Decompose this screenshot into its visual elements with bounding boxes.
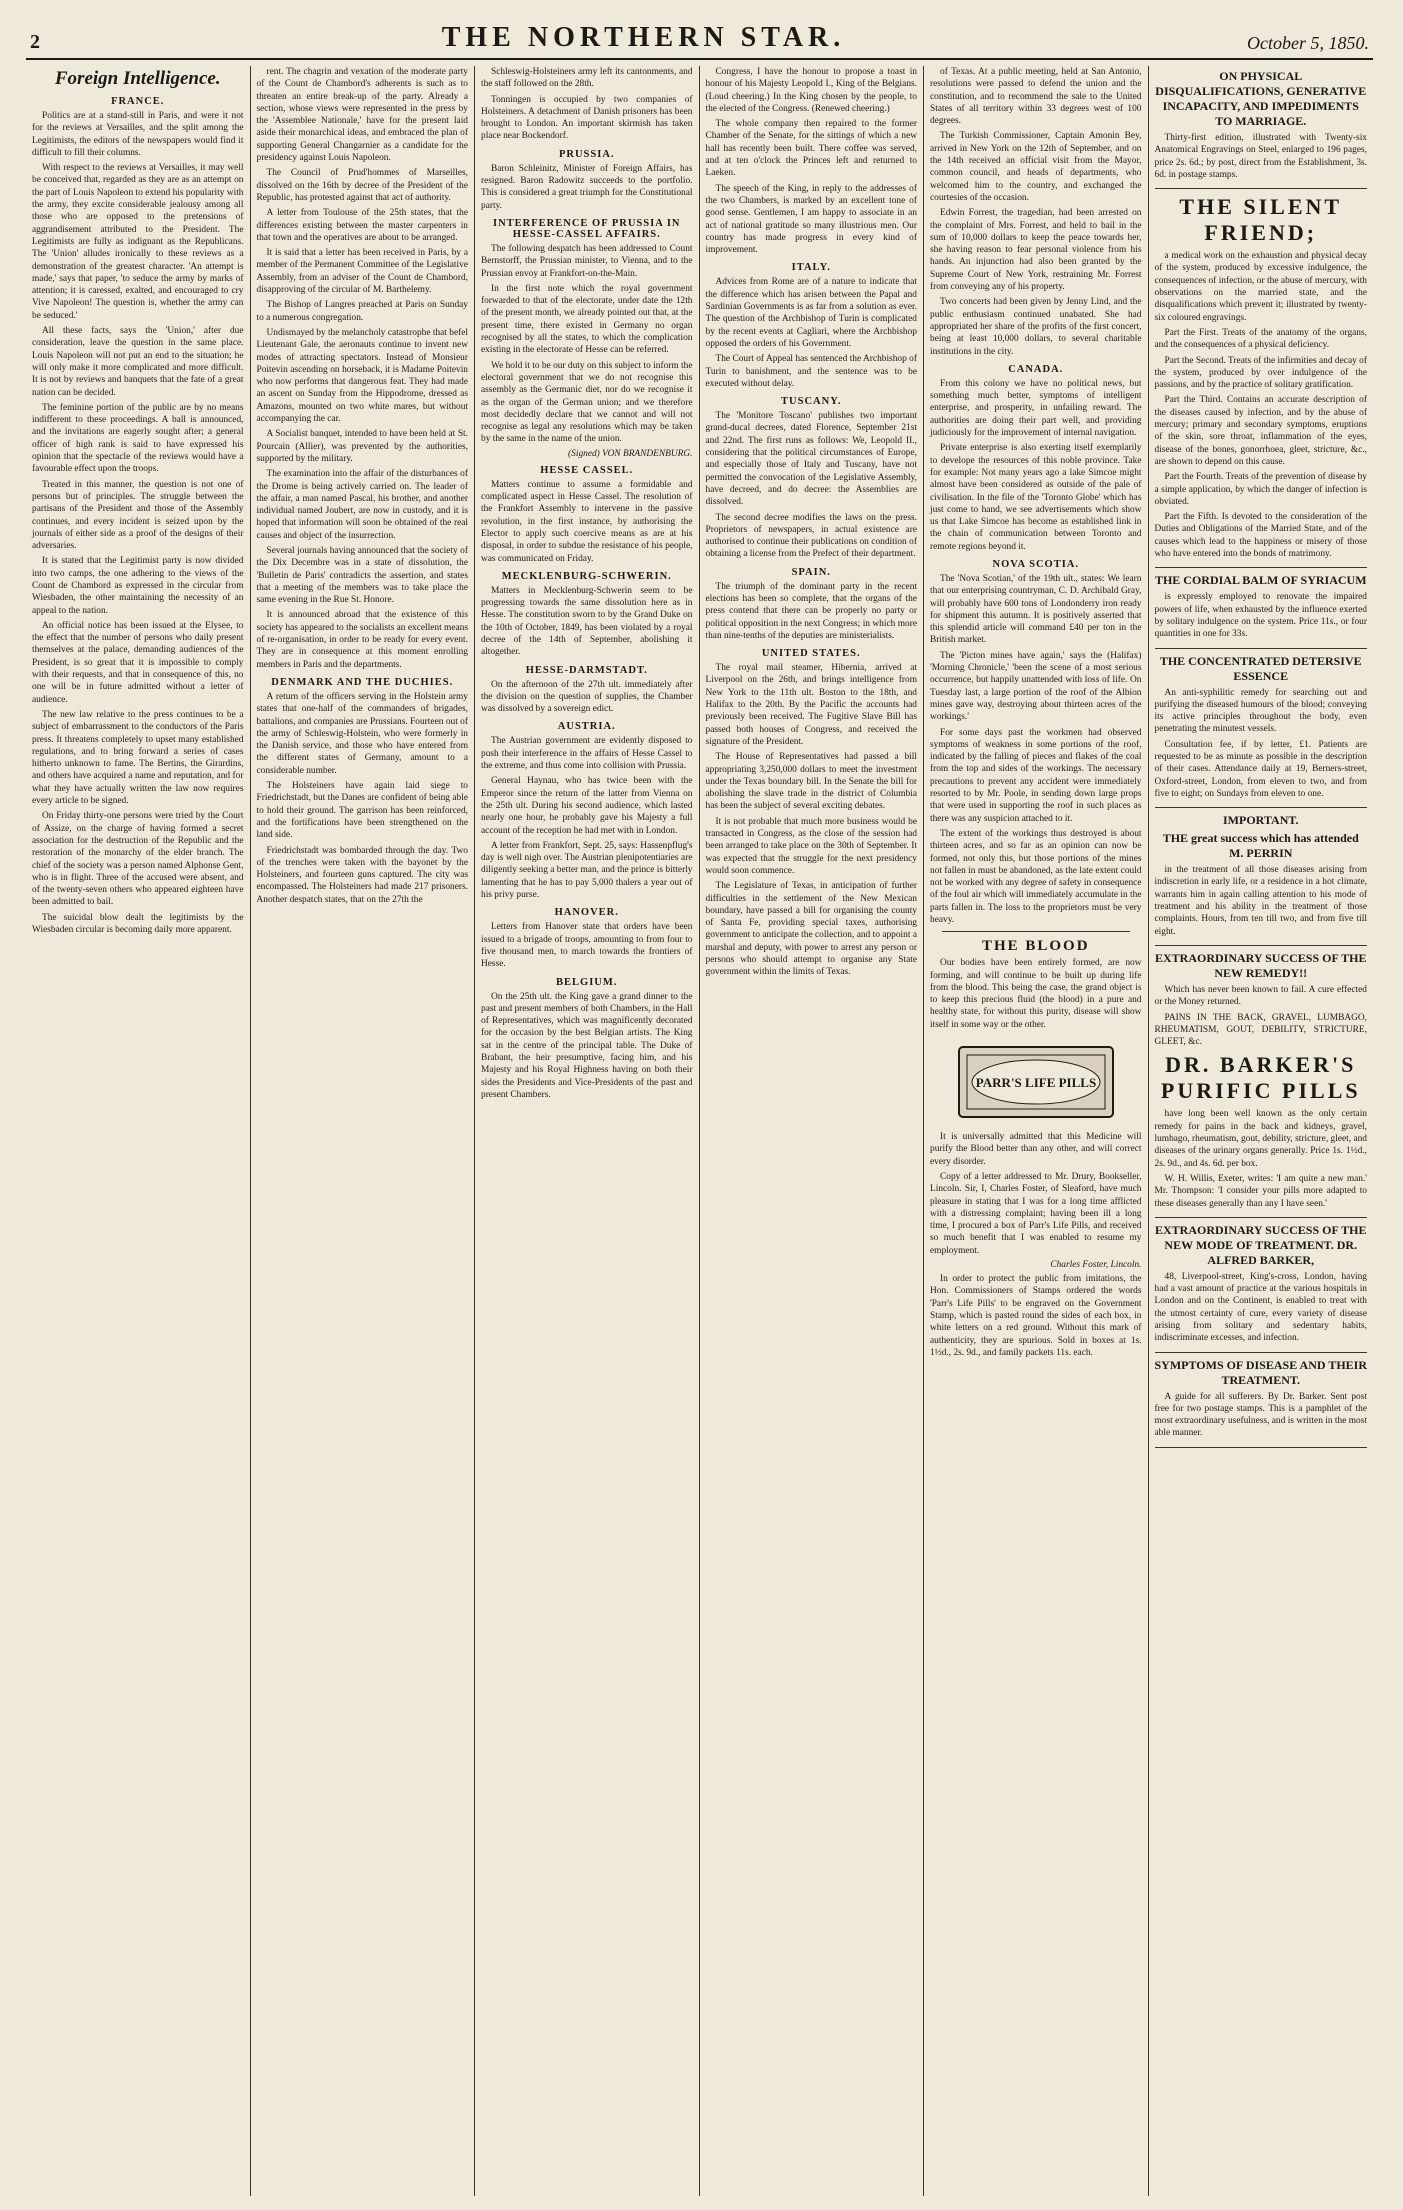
testimonial-signature: Charles Foster, Lincoln. <box>1050 1260 1142 1271</box>
article-paragraph: Several journals having announced that the society of the Dix Decembre was in a state of dissolution, the 'Bulletin de Paris' contradicts the assertion, and states that a meeting of the members was to take place the same evening in the Rue St. Honore. <box>256 545 468 606</box>
ad-paragraph: In order to protect the public from imitations, the Hon. Commissioners of Stamps ordered the words 'Parr's Life Pills' to be engraved on the Government Stamp, which is pasted round the sides of each box, in white letters on a red ground. Without this mark of authenticity, they are spurious. Sold in boxes at 1s. 1½d., 2s. 9d., and family packets 11s. each. <box>930 1274 1142 1358</box>
column-2 <box>251 66 476 2196</box>
article-paragraph: The 'Nova Scotian,' of the 19th ult., states: We learn that our enterprising countryman, C. D. Archibald Gray, will probably have 600 tons of Londonderry iron ready for shipment this autumn. It is positively asserted that this splendid article will command £40 per ton in the British market. <box>930 573 1142 646</box>
ad-heading-blood: THE BLOOD <box>981 938 1090 955</box>
ad-title: THE CORDIAL BALM OF SYRIACUM <box>1154 573 1367 588</box>
article-paragraph: The speech of the King, in reply to the addresses of the two Chambers, is marked by an excellent tone of good sense. Gentlemen, I am happy to associate in an act of national gratitude so many illustrious men. Our country has made progress in every kind of improvement. <box>705 183 917 256</box>
article-paragraph: Private enterprise is also exerting itself exemplarily to develope the resources of this noble province. Take for example: Not many years ago a lake Simcoe might almost have been considered as outside of the pale of civilisation. In the file of the 'Toronto Globe' which has just come to hand, we see advertisements which show us that Lake Simcoe has become as established link in the chain of communication between Toronto and remote regions beyond it. <box>930 443 1142 552</box>
heading-denmark: DENMARK AND THE DUCHIES. <box>271 676 454 688</box>
article-paragraph: The Turkish Commissioner, Captain Amonin Bey, arrived in New York on the 12th of September, and on the 14th received an official visit from the Mayor, common council, and heads of departments, who welcomed him to the country, and exchanged the courtesies of the occasion. <box>930 131 1142 203</box>
ad-paragraph: Consultation fee, if by letter, £1. Patients are requested to be as minute as possible in the description of their cases. Attendance daily at 19, Berners-street, Oxford-street, London, from eleven to two, and from five to eight; on Sundays from eleven to one. <box>1154 739 1367 799</box>
article-paragraph: A letter from Toulouse of the 25th states, that the differences existing between the master carpenters in that town and the operatives are about to be arranged. <box>256 208 468 243</box>
article-paragraph: A Socialist banquet, intended to have been held at St. Pourcain (Allier), was prevented by the authorities, supported by the military. <box>256 429 468 464</box>
article-paragraph: On Friday thirty-one persons were tried by the Court of Assize, on the charge of having formed a secret association for the destruction of the Republic and the restoration of the monarchy of the elder branch. The chief of the society was a person named Alphonse Gent, who is in flight. Three of the accused were absent, and of the twenty-seven others who appeared eighteen have been admitted to bail. <box>32 811 244 908</box>
article-paragraph: The Austrian government are evidently disposed to push their interference in the affairs of Hesse Cassel to the extreme, and thus come into collision with Prussia. <box>481 736 693 772</box>
ad-paragraph: Our bodies have been entirely formed, are now forming, and will continue to be built up during life from the blood. This being the case, the grand object is to keep this precious fluid (the blood) in a pure and healthy state, for without this purity, disease will show itself in some way or the other. <box>930 958 1142 1030</box>
ad-paragraph: have long been well known as the only certain remedy for pains in the back and kidneys, gravel, lumbago, rheumatism, gout, debility, stricture, gleet, and diseases of the urinary organs generally. Price 1s. 1½d., 2s. 9d., and 4s. 6d. per box. <box>1154 1109 1367 1169</box>
article-paragraph: The whole company then repaired to the former Chamber of the Senate, for the sittings of which a new hall has recently been built. There coffee was served, and at ten o'clock the Princes left and returned to Laeken. <box>705 119 917 179</box>
article-paragraph: The second decree modifies the laws on the press. Proprietors of newspapers, in actual existence are authorised to continue their publications on condition of obtaining a license from the Prefect of their department. <box>705 512 917 560</box>
article-paragraph: A letter from Frankfort, Sept. 25, says: Hassenpflug's day is well nigh over. The Austrian plenipotentiaries are diligently seeking a better man, and the prince is bitterly lamenting that he has to pay 5,000 thalers a year out of his privy purse. <box>481 840 693 901</box>
column-3 <box>475 66 700 2196</box>
ad-alfred-barker <box>1155 1223 1368 1353</box>
article-paragraph: It is stated that the Legitimist party is now divided into two camps, the one adhering to the views of the Count de Chambord as expressed in the circular from Wiesbaden, the other maintaining the necessity of an appeal to the nation. <box>32 556 244 616</box>
heading-austria: AUSTRIA. <box>557 721 616 733</box>
article-paragraph: For some days past the workmen had observed symptoms of weakness in some portions of the roof, indicated by the falling of pieces and flakes of the coal from the top and sides of the workings. The necessary precautions to prevent any accident were immediately resorted to by Mr. Poole, in sending down large props that were used in supporting the roof in such places as there was any suspicion attached to it. <box>930 727 1142 824</box>
ad-new-remedy <box>1155 951 1368 1218</box>
article-paragraph: With respect to the reviews at Versailles, it may well be conceived that, regarded as they are as an attempt on the part of Louis Napoleon to extend his popularity with the army, they excite considerable jealousy among all those who are opposed to the pretensions of aggrandisement attributed to the President. The Legitimists are fully as indignant as the Republicans. The 'Union' alludes ironically to these reviews as a demonstration of the greatest character. 'An attempt is made,' says that paper, 'to seduce the army by marks of attention; it is caressed, exalted, and encouraged to cry Vive Napoleon! The question is, whether the army can be seduced.' <box>32 163 244 321</box>
ad-paragraph: Part the Second. Treats of the infirmities and decay of the system, produced by over indulgence of the passions, and by the practice of solitary gratification. <box>1154 355 1367 391</box>
article-paragraph: General Haynau, who has twice been with the Emperor since the return of the latter from Vienna on the 25th ult. During his second audience, which lasted nearly one hour, he probably gave his Majesty a full account of the reception he had met with in London. <box>481 776 693 836</box>
divider <box>942 931 1130 932</box>
article-paragraph: The following despatch has been addressed to Count Bernstorff, the Prussian minister, to Vienna, and to the Prussian envoy at Frankfort-on-the-Main. <box>481 243 693 279</box>
article-paragraph: The new law relative to the press continues to be a subject of embarrassment to the conductors of the Paris press. It threatens completely to upset many established regulations, and to bring forward a series of cases hitherto unknown to fame. The Bertins, the Girardins, and others have acquired a name and reputation, and for what they have actually written the law now requires every article to be signed. <box>32 709 244 807</box>
article-paragraph: It is not probable that much more business would be transacted in Congress, as the close of the session had been arranged to take place on the 30th of September. It was expected that the struggle for the next presidency would soon commence. <box>705 816 917 876</box>
ad-perrin <box>1155 813 1368 946</box>
heading-prussia: PRUSSIA. <box>558 148 615 160</box>
article-paragraph: The 'Picton mines have again,' says the (Halifax) 'Morning Chronicle,' 'been the scene of a most serious occurrence, but happily unattended with loss of life. On Tuesday last, a large portion of the roof of the Albion mines gave way, destroying about thirteen acres of the workings.' <box>930 650 1142 723</box>
heading-united-states: UNITED STATES. <box>761 648 861 660</box>
page-header <box>26 20 1373 60</box>
ad-paragraph: Copy of a letter addressed to Mr. Drury, Bookseller, Lincoln. Sir, I, Charles Foster, of Sleaford, have much pleasure in stating that I was for a long time afflicted with a distressing complaint; having been ill a long time, I procured a box of Parr's Life Pills, and received so much benefit that I was enabled to resume my employment. <box>930 1171 1142 1256</box>
heading-canada: CANADA. <box>1008 363 1064 375</box>
article-paragraph: Friedrichstadt was bombarded through the day. Two of the trenches were taken with the bayonet by the Holsteiners, and fourteen guns captured. The city was encompassed. The Holsteiners had made 217 prisoners. Another despatch states, that on the 27th the <box>256 845 468 905</box>
article-paragraph: Matters continue to assume a formidable and complicated aspect in Hesse Cassel. The resolution of the Frankfort Assembly to intervene in the passive revolution, in the first instance, by authorising the Elector to apply such coercive means as are at his disposal, in order to subdue the resistance of his people, was communicated on Friday. <box>481 479 693 564</box>
ad-title-purific-pills: DR. BARKER'S PURIFIC PILLS <box>1160 1052 1361 1104</box>
column-1 <box>26 66 251 2196</box>
ad-title: THE CONCENTRATED DETERSIVE ESSENCE <box>1159 653 1362 683</box>
ad-paragraph: PAINS IN THE BACK, GRAVEL, LUMBAGO, RHEUMATISM, GOUT, DEBILITY, STRICTURE, GLEET, &c. <box>1154 1012 1367 1048</box>
columns <box>26 66 1373 2196</box>
article-paragraph: The Council of Prud'hommes of Marseilles, dissolved on the 16th by decree of the President of the Republic, has protested against that act of authority. <box>256 168 468 203</box>
ad-detersive-essence <box>1155 654 1368 809</box>
article-paragraph: A return of the officers serving in the Holstein army states that one-half of the commanders of brigades, battalions, and companies are Prussians. Fourteen out of the army of Schleswig-Holstein, who were formerly in the Danish service, and those who have entered from the different states of Germany, amount to a considerable number. <box>256 691 468 776</box>
heading-interference: INTERFERENCE OF PRUSSIA IN HESSE-CASSEL AFFAIRS. <box>492 217 681 240</box>
ad-title: ON PHYSICAL DISQUALIFICATIONS, GENERATIVE INCAPACITY, AND IMPEDIMENTS TO MARRIAGE. <box>1155 69 1367 128</box>
article-paragraph: It is said that a letter has been received in Paris, by a member of the Permanent Committee of the Legislative Assembly, from an adviser of the Count de Chambord, disapproving of the circular of M. Barthelemy. <box>256 248 468 296</box>
article-paragraph: Undismayed by the melancholy catastrophe that befel Lieutenant Gale, the aeronauts continue to invent new modes of attracting spectators. Instead of Monsieur Poitevin ascending on horseback, it is Madame Poitevin who now performs that dangerous feat. They had made an ascent on Sunday from the Hippodrome, dressed as Amazons, mounted on two white mares, but without accompanying the car. <box>256 327 468 425</box>
article-paragraph: Treated in this manner, the question is not one of persons but of principles. The struggle between the partisans of the President and those of the Assembly continues, and every incident is seized upon by the journals of either side as a proof of the designs of their adversaries. <box>32 479 244 552</box>
article-paragraph: It is announced abroad that the existence of this society has appeared to the socialists an excellent means of re-organisation, in order to be ready for every event. They are in consequence at this moment enrolling members in Paris and the departments. <box>256 610 468 670</box>
article-paragraph: The royal mail steamer, Hibernia, arrived at Liverpool on the 26th, and brings intelligence from New York to the 11th ult. Boston to the 18th, and Halifax to the 20th. By the Pacific the accounts had previously been received. The Fugitive Slave Bill has passed both houses of Congress, and received the signature of the President. <box>705 663 917 747</box>
article-paragraph: The feminine portion of the public are by no means indifferent to these proceedings. A ball is announced, and the invitations are eagerly sought after; a general officer of high rank is said to have expressed his opinion that the spectacle of the reviews would have a favourable effect upon the troops. <box>32 402 244 475</box>
article-paragraph: The House of Representatives had passed a bill appropriating 3,250,000 dollars to meet the investment under the Texas boundary bill. In the Senate the bill for abolishing the slave trade in the district of Columbia has been the subject of several exciting debates. <box>705 752 917 812</box>
ad-paragraph: a medical work on the exhaustion and physical decay of the system, produced by excessive indulgence, the consequences of infection, or the abuse of mercury, with observations on the married state, and the disqualifications which prevent it; illustrated by twenty-six coloured engravings. <box>1154 251 1367 323</box>
article-paragraph: Letters from Hanover state that orders have been issued to a brigade of troops, amounting to from four to five thousand men, to march towards the frontiers of Hesse. <box>481 922 693 970</box>
article-paragraph: The examination into the affair of the disturbances of the Drome is being actively carried on. The leader of the affair, a man named Pascal, his brother, and another individual named Joubert, are now in custody, and it is hoped that information will soon be obtained of the real causes and object of the insurrection. <box>256 469 468 541</box>
article-paragraph: The Holsteiners have again laid siege to Friedrichstadt, but the Danes are confident of being able to hold their ground. The garrison has been reinforced, and the fortifications have been strengthened on the land side. <box>256 781 468 841</box>
article-paragraph: Congress, I have the honour to propose a toast in honour of his Majesty Leopold I., King of the Belgians. (Loud cheering.) In the King chosen by the people, to the elected of the Congress. (Renewed cheering.) <box>705 67 917 114</box>
article-paragraph: From this colony we have no political news, but something much better, symptoms of intelligent enterprise, and prosperity, in unfailing reward. The authorities are doing their part well, and providing judiciously for the improvement of internal navigation. <box>930 378 1142 439</box>
ad-subtitle: Which has never been known to fail. A cure effected or the Money returned. <box>1154 984 1367 1008</box>
ad-title: EXTRAORDINARY SUCCESS OF THE NEW MODE OF TREATMENT. DR. ALFRED BARKER, <box>1154 1222 1367 1267</box>
heading-italy: ITALY. <box>791 262 831 274</box>
ad-label-important: IMPORTANT. <box>1223 813 1299 828</box>
page-number: 2 <box>30 31 40 53</box>
ad-paragraph: Thirty-first edition, illustrated with Twenty-six Anatomical Engravings on Steel, enlarged to 196 pages, price 2s. 6d.; by post, direct from the Establishment, 3s. 6d. in postage stamps. <box>1154 133 1367 180</box>
ad-title: THE great success which has attended M. PERRIN <box>1162 831 1359 861</box>
article-paragraph: The triumph of the dominant party in the recent elections has been so complete, that the organs of the press contend that there can be properly no party or political opposition in the next Congress; in which more than nine-tenths of the deputies are ministerialists. <box>705 581 917 641</box>
article-paragraph: Schleswig-Holsteiners army left its cantonments, and the staff followed on the 28th. <box>481 67 693 90</box>
ad-title: SYMPTOMS OF DISEASE AND THEIR TREATMENT. <box>1154 1357 1367 1387</box>
heading-spain: SPAIN. <box>791 566 831 578</box>
article-paragraph: Edwin Forrest, the tragedian, had been arrested on the complaint of Mrs. Forrest, and held to bail in the sum of 10,000 dollars to keep the peace towards her, she having reason to fear personal violence from his hands. An injunction had also been granted by the Supreme Court of New York, restraining Mr. Forrest from conveying any of his property. <box>930 208 1142 293</box>
article-paragraph: On the afternoon of the 27th ult. immediately after the division on the question of supplies, the Chamber was dissolved by a sovereign edict. <box>481 679 693 715</box>
article-paragraph: of Texas. At a public meeting, held at San Antonio, resolutions were passed to defend the union and the constitution, and to recommend the sale to the United States of all territory within 33 degrees west of 100 degrees. <box>930 67 1142 127</box>
article-paragraph: The Legislature of Texas, in anticipation of further difficulties in the settlement of the New Mexican boundary, have passed a bill for organising the county of Santa Fe, providing special taxes, authorising government to anticipate the collection, and to appoint a marshal and deputy, with power to arrest any person or persons who should attempt to organise any State government within the limits of Texas. <box>705 881 917 978</box>
heading-nova-scotia: NOVA SCOTIA. <box>992 558 1079 570</box>
column-4 <box>700 66 925 2196</box>
ad-paragraph: Part the Fourth. Treats of the prevention of disease by a simple application, by which the danger of infection is obviated. <box>1154 472 1367 507</box>
article-paragraph: We hold it to be our duty on this subject to inform the electoral government that we do not recognise this assembly as the Germanic diet, nor do we recognise it as the organ of the German union; and we therefore most decidedly declare that we cannot and will not recognise as legal any resolutions which may be taken by the same in the name of the union. <box>481 360 693 445</box>
ad-paragraph: An anti-syphilitic remedy for searching out and purifying the diseased humours of the blood; conveying its active principles throughout the body, even penetrating the minutest vessels. <box>1154 687 1367 735</box>
article-paragraph: The 'Monitore Toscano' publishes two important grand-ducal decrees, dated Florence, September 21st and 22nd. The first runs as follows: We, Leopold II., considering that the political circumstances of Europe, and especially those of Italy and Tuscany, have not permitted the convocation of the Legislative Assembly, have decreed, and do decree: the Assemblies are dissolved. <box>705 411 917 508</box>
ad-title: EXTRAORDINARY SUCCESS OF THE NEW REMEDY!! <box>1154 950 1367 980</box>
heading-france: FRANCE. <box>111 96 165 107</box>
pill-box-label: PARR'S LIFE PILLS <box>975 1075 1096 1091</box>
column-5 <box>924 66 1149 2196</box>
heading-belgium: BELGIUM. <box>556 976 618 988</box>
ad-title-silent-friend: THE SILENT FRIEND; <box>1179 194 1343 246</box>
article-paragraph: Advices from Rome are of a nature to indicate that the difference which has arisen between the Papal and Sardinian Governments is as far from a solution as ever. The question of the Archbishop of Turin is complicated by the recent events at Cagliari, where the Archbishop opposed the orders of his Government. <box>705 277 917 349</box>
ad-paragraph: Part the Third. Contains an accurate description of the diseases caused by infection, and by the abuse of mercury; primary and secondary symptoms, eruptions of the skin, sore throat, inflammation of the eyes, disease of the bones, gonorrhoea, gleet, stricture, &c., are shown to depend on this cause. <box>1154 395 1367 467</box>
ad-silent-friend <box>1155 194 1368 568</box>
article-paragraph: All these facts, says the 'Union,' after due consideration, leave the question in the same place. Louis Napoleon will not put an end to the situation; he will only make it more complicated and more difficult. It is not by reviews and banquets that the fate of a great nation can be decided. <box>32 326 244 398</box>
article-paragraph: In the first note which the royal government forwarded to that of the electorate, under date the 12th of the present month, we already pointed out that, at the present time, there existed in Germany no organ recognised by all the states, to which the complication existing in the electorate of Hesse can be referred. <box>481 283 693 356</box>
issue-date: October 5, 1850. <box>1247 33 1369 53</box>
heading-hanover: HANOVER. <box>554 907 619 919</box>
ad-physical-disqualifications <box>1155 69 1368 189</box>
signature: (Signed) VON BRANDENBURG. <box>568 448 693 459</box>
ad-paragraph: Part the Fifth. Is devoted to the consideration of the Duties and Obligations of the Married State, and of the causes which lead to the happiness or misery of those who have entered into the bonds of matrimony. <box>1154 512 1367 560</box>
masthead: THE NORTHERN STAR. <box>441 22 846 53</box>
column-6 <box>1149 66 1374 2196</box>
article-paragraph: Matters in Mecklenburg-Schwerin seem to be progressing towards the same dissolution here as in Hesse. The constitution sworn to by the Grand Duke on the 10th of October, 1849, has been violated by a royal decree of the 14th of September, abolishing it altogether. <box>481 585 693 658</box>
heading-hesse-cassel: HESSE CASSEL. <box>540 464 634 476</box>
ad-paragraph: It is universally admitted that this Medicine will purify the Blood better than any other, and will correct every disorder. <box>930 1132 1142 1167</box>
article-paragraph: The suicidal blow dealt the legitimists by the Wiesbaden circular is becoming daily more apparent. <box>32 912 244 935</box>
pill-box-icon <box>941 1037 1131 1127</box>
ad-paragraph: Part the First. Treats of the anatomy of the organs, and the consequences of a physical deficiency. <box>1154 327 1367 351</box>
ad-cordial-balm <box>1155 573 1368 648</box>
article-paragraph: On the 25th ult. the King gave a grand dinner to the past and present members of both Chambers, in the Hall of Representatives, which was magnificently decorated for the occasion by the best Belgian artists. The King sat in the centre of the principal table. The Duke of Brabant, the heir presumptive, facing him, and his Majesty and his Royal Highness having on both their sides the Presidents and Vice-Presidents of the past and present Chambers. <box>481 991 693 1100</box>
article-paragraph: Tonningen is occupied by two companies of Holsteiners. A detachment of Danish prisoners has been brought to London. An important skirmish has taken place near Bockendorf. <box>481 94 693 142</box>
heading-hesse-darmstadt: HESSE-DARMSTADT. <box>525 664 648 676</box>
article-paragraph: Politics are at a stand-still in Paris, and were it not for the reviews at Versailles, and the split among the Legitimists, the editors of the newspapers would find it difficult to fill their columns. <box>32 111 244 158</box>
article-paragraph: The Court of Appeal has sentenced the Archbishop of Turin to banishment, and the sentence was to be executed without delay. <box>705 354 917 389</box>
ad-paragraph: A guide for all sufferers. By Dr. Barker. Sent post free for two postage stamps. This is a pamphlet of the most extraordinary usefulness, and is written in the most able manner. <box>1154 1391 1367 1439</box>
article-paragraph: The Bishop of Langres preached at Paris on Sunday to a numerous congregation. <box>256 300 468 323</box>
article-paragraph: rent. The chagrin and vexation of the moderate party of the Count de Chambord's adherents is such as to threaten an entire break-up of the party. Already a section, whose views were represented in the press by the 'Assemblee Nationale,' have for the present laid aside their monarchical ideas, and embraced the plan of supporting General Changarnier as a candidate for the presidency against Louis Napoleon. <box>256 67 468 164</box>
ad-paragraph: 48, Liverpool-street, King's-cross, London, having had a vast amount of practice at the various hospitals in London and on the Continent, is enabled to treat with the utmost certainty of cure, every variety of disease arising from solitary and sedentary habits, indiscriminate excesses, and infection. <box>1154 1271 1367 1344</box>
article-paragraph: An official notice has been issued at the Elysee, to the effect that the number of persons who daily present themselves at the palace, demanding audiences of the President, is so great that it is impossible to comply with their requests, and that in consequence of this, no one will be in future admitted without a letter of audience. <box>32 620 244 705</box>
article-paragraph: Two concerts had been given by Jenny Lind, and the public enthusiasm continued unabated. She had appropriated her share of the profits of the first concert, being at least 10,000 dollars, to several charitable institutions in the city. <box>930 297 1142 357</box>
article-paragraph: Baron Schleinitz, Minister of Foreign Affairs, has resigned. Baron Radowitz succeeds to the portfolio. This is considered a great triumph for the Constitutional party. <box>481 163 693 211</box>
ad-paragraph: is expressly employed to renovate the impaired powers of life, when exhausted by the influence exerted by solitary indulgence on the system. Price 11s., or four quantities in one for 33s. <box>1154 592 1367 640</box>
heading-mecklenburg: MECKLENBURG-SCHWERIN. <box>501 570 672 582</box>
ad-symptoms <box>1155 1358 1368 1448</box>
ad-paragraph: in the treatment of all those diseases arising from indiscretion in early life, or a residence in a hot climate, warrants him in again calling attention to his mode of treatment and his ability in the treatment of those complaints. Hours, from ten till two, and from five till eight. <box>1154 865 1367 937</box>
heading-tuscany: TUSCANY. <box>781 396 842 408</box>
section-heading-foreign: Foreign Intelligence. <box>54 68 221 89</box>
ad-paragraph: W. H. Willis, Exeter, writes: 'I am quite a new man.' Mr. Thompson: 'I consider your pills more adapted to these diseases generally than any I have seen.' <box>1154 1173 1367 1209</box>
article-paragraph: The extent of the workings thus destroyed is about thirteen acres, and so far as an opinion can now be formed, not only this, but those portions of the mines not fallen in must be abandoned, as the late extent could not be worked with any degree of safety in consequence of the foul air which will immediately accumulate in the parts fallen in. The loss to the proprietors must be very heavy. <box>930 828 1142 925</box>
pill-box-illustration <box>930 1037 1142 1127</box>
